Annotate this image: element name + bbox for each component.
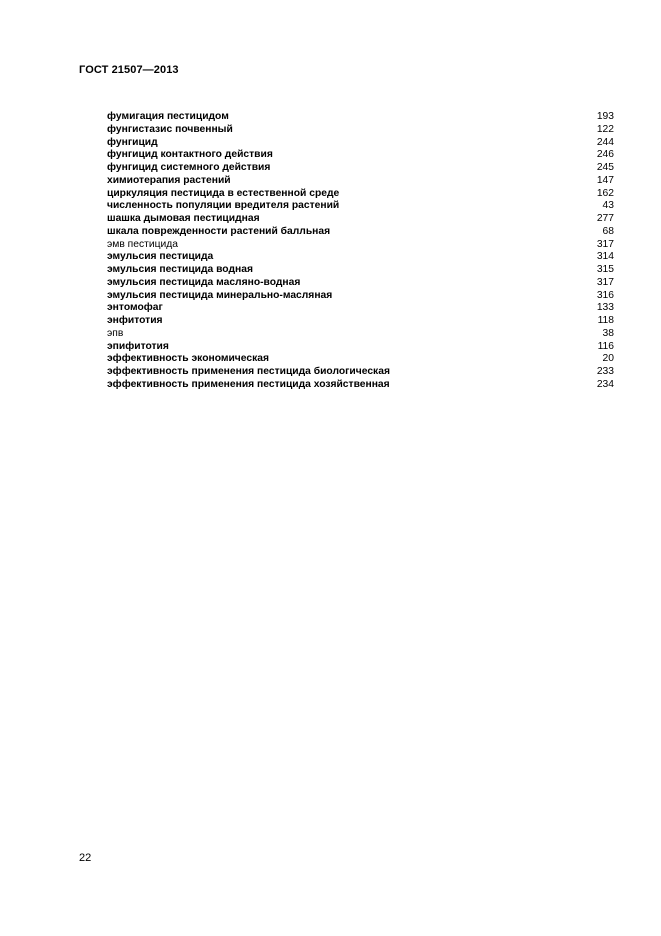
index-term: эпифитотия	[107, 340, 169, 352]
index-term: эпв	[107, 327, 124, 339]
index-term: фунгицид контактного действия	[107, 149, 273, 161]
index-term: фунгицид	[107, 136, 158, 148]
index-entry	[107, 213, 614, 226]
index-term: эмульсия пестицида	[107, 251, 214, 263]
index-entry	[107, 188, 614, 201]
index-term: шашка дымовая пестицидная	[107, 213, 260, 224]
index-term: эмульсия пестицида масляно-водная	[107, 276, 301, 288]
index-page-ref: 118	[597, 315, 614, 326]
index-entry	[107, 341, 614, 354]
index-entry	[107, 277, 614, 290]
index-page-ref: 244	[596, 136, 614, 148]
index-entry	[107, 149, 614, 162]
index-term: циркуляция пестицида в естественной среде	[107, 187, 340, 199]
index-term: эффективность применения пестицида биологическая	[107, 366, 390, 377]
index-page-ref: 147	[596, 174, 614, 186]
index-entry	[107, 137, 614, 150]
index-page-ref: 116	[597, 340, 614, 352]
index-page-ref: 133	[596, 302, 614, 314]
index-term: фунгицид системного действия	[107, 162, 271, 173]
index-term: шкала поврежденности растений балльная	[107, 225, 331, 237]
index-entry	[107, 353, 614, 366]
index-term: фумигация пестицидом	[107, 111, 229, 122]
page-number: 22	[79, 852, 92, 864]
index-entry	[107, 264, 614, 277]
index-page-ref: 68	[602, 225, 614, 237]
index-page-ref: 193	[596, 111, 614, 122]
index-term: эмв пестицида	[107, 238, 178, 250]
index-page-ref: 234	[596, 378, 614, 390]
index-entry	[107, 239, 614, 252]
index-term: эмульсия пестицида водная	[107, 264, 253, 275]
index-page-ref: 245	[596, 162, 614, 173]
index-term: химиотерапия растений	[107, 174, 231, 186]
index-entry	[107, 162, 614, 175]
index-entry	[107, 111, 614, 124]
index-term: эффективность применения пестицида хозяйственная	[107, 378, 390, 390]
index-entry	[107, 328, 614, 341]
index-term: энтомофаг	[107, 302, 163, 314]
index-entry	[107, 315, 614, 328]
index-entry	[107, 251, 614, 264]
index-page-ref: 122	[596, 123, 614, 135]
index-page-ref: 38	[602, 327, 614, 339]
index-term: эффективность экономическая	[107, 353, 269, 365]
index-term: численность популяции вредителя растений	[107, 200, 340, 212]
index-page-ref: 316	[596, 289, 614, 301]
index-entry	[107, 366, 614, 379]
index-entry	[107, 379, 614, 392]
alphabetical-index-list	[107, 111, 614, 392]
index-page-ref: 277	[596, 213, 614, 224]
index-page-ref: 20	[602, 353, 614, 365]
index-term: эмульсия пестицида минерально-масляная	[107, 289, 333, 301]
index-entry	[107, 200, 614, 213]
index-entry	[107, 124, 614, 137]
index-entry	[107, 290, 614, 303]
index-term: энфитотия	[107, 315, 163, 326]
index-entry	[107, 302, 614, 315]
index-page-ref: 315	[596, 264, 614, 275]
index-page-ref: 314	[596, 251, 614, 263]
index-page-ref: 317	[596, 276, 614, 288]
index-page-ref: 162	[596, 187, 614, 199]
index-page-ref: 246	[596, 149, 614, 161]
index-page-ref: 233	[596, 366, 614, 377]
index-term: фунгистазис почвенный	[107, 123, 233, 135]
index-page-ref: 43	[602, 200, 614, 212]
index-page-ref: 317	[596, 238, 614, 250]
index-entry	[107, 226, 614, 239]
document-code-header: ГОСТ 21507—2013	[79, 64, 179, 76]
index-entry	[107, 175, 614, 188]
